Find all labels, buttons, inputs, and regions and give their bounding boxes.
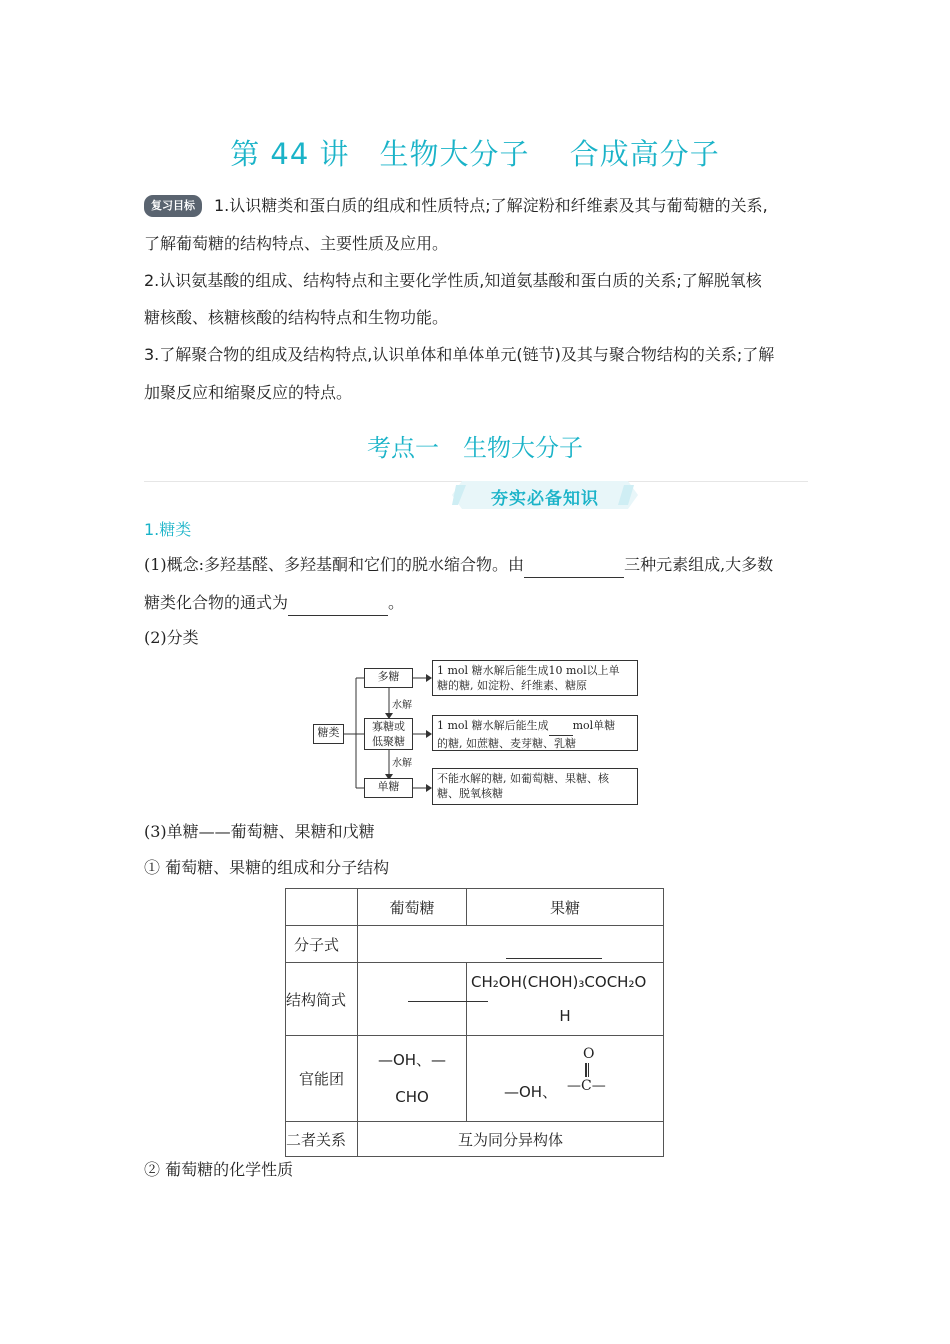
formula-answer-blank (506, 940, 602, 959)
table-row-structure (286, 963, 664, 1036)
formula-blank (288, 595, 388, 616)
polysaccharide-desc (432, 660, 638, 696)
oligosaccharide-box (364, 718, 413, 750)
oligo-label-1: 寡糖或 (372, 720, 405, 733)
table-row-relation (286, 1122, 664, 1157)
glucose-structure-blank (408, 983, 488, 1002)
header-glucose: 葡萄糖 (358, 889, 467, 926)
sugar-heading: 1.糖类 (144, 520, 192, 539)
subheading-1: ① 葡萄糖、果糖的组成和分子结构 (144, 858, 390, 877)
concept-line-2 (144, 593, 404, 616)
label-group: 官能团 (286, 1036, 358, 1122)
glucose-group-line-2: CHO (395, 1087, 429, 1106)
formula-cell (358, 926, 664, 963)
mono-desc-line-1: 不能水解的糖, 如葡萄糖、果糖、核 (437, 772, 609, 785)
sugar-classification-diagram (310, 656, 640, 808)
monosaccharide-box: 单糖 (364, 778, 413, 798)
sugar-root-box: 糖类 (313, 724, 344, 744)
carbonyl-double-bond (585, 1063, 587, 1077)
mol-count-blank (549, 720, 573, 736)
elements-blank (524, 557, 624, 578)
header-fructose: 果糖 (467, 889, 664, 926)
relation-cell: 互为同分异构体 (358, 1122, 664, 1157)
subheading-2: ② 葡萄糖的化学性质 (144, 1160, 294, 1179)
oligosaccharide-desc (432, 715, 638, 751)
glucose-group-cell (358, 1036, 467, 1122)
glucose-structure-cell (358, 963, 467, 1036)
concept-text-d: 。 (388, 593, 405, 612)
label-formula: 分子式 (286, 926, 358, 963)
objective-line-4: 糖核酸、核糖核酸的结构特点和生物功能。 (144, 308, 449, 327)
poly-desc-line-2: 糖的糖, 如淀粉、纤维素、糖原 (437, 679, 587, 692)
oligo-desc-line-2: 的糖, 如蔗糖、麦芽糖、乳糖 (437, 737, 576, 750)
mono-desc-line-2: 糖、脱氧核糖 (437, 787, 503, 800)
fructose-structure-line-1: CH₂OH(CHOH)₃COCH₂O (471, 973, 647, 991)
objective-line-5: 3.了解聚合物的组成及结构特点,认识单体和单体单元(链节)及其与聚合物结构的关系;了解 (144, 345, 775, 364)
concept-text-b: 三种元素组成,大多数 (624, 555, 774, 574)
table-header-row (286, 889, 664, 926)
fructose-structure-cell (467, 963, 664, 1036)
objective-line-2: 了解葡萄糖的结构特点、主要性质及应用。 (144, 234, 449, 253)
banner-label: 夯实必备知识 (491, 489, 599, 509)
concept-line-1 (144, 555, 773, 578)
fructose-group-text: —OH、 (504, 1083, 558, 1101)
polysaccharide-box: 多糖 (364, 668, 413, 688)
concept-text-a: (1)概念:多羟基醛、多羟基酮和它们的脱水缩合物。由 (144, 555, 525, 574)
monosaccharide-heading: (3)单糖——葡萄糖、果糖和戊糖 (144, 822, 375, 841)
label-structure: 结构简式 (286, 963, 358, 1036)
fructose-structure-line-2: H (559, 1007, 571, 1025)
oligo-desc-text-b: mol单糖 (572, 719, 616, 732)
glucose-fructose-table (285, 888, 664, 1157)
table-row-group (286, 1036, 664, 1122)
oligo-label-2: 低聚糖 (372, 735, 405, 748)
objective-line-3: 2.认识氨基酸的组成、结构特点和主要化学性质,知道氨基酸和蛋白质的关系;了解脱氧核 (144, 271, 762, 290)
classify-heading: (2)分类 (144, 628, 199, 647)
section-title: 考点一 生物大分子 (367, 434, 583, 462)
hydrolysis-label-1: 水解 (392, 700, 412, 711)
carbonyl-bond-2 (588, 1063, 589, 1077)
objective-line-1 (144, 195, 768, 217)
oligo-desc-line-1 (437, 718, 633, 736)
oligo-desc-text-a: 1 mol 糖水解后能生成 (437, 719, 549, 732)
glucose-group-line-1: —OH、— (377, 1050, 447, 1069)
objective-text-1: 1.认识糖类和蛋白质的组成和性质特点;了解淀粉和纤维素及其与葡萄糖的关系, (214, 196, 768, 215)
poly-desc-line-1: 1 mol 糖水解后能生成10 mol以上单 (437, 664, 620, 677)
concept-text-c: 糖类化合物的通式为 (144, 593, 289, 612)
carbonyl-oxygen: O (583, 1046, 595, 1062)
hydrolysis-label-2: 水解 (392, 758, 412, 769)
objective-line-6: 加聚反应和缩聚反应的特点。 (144, 383, 353, 402)
table-row-formula (286, 926, 664, 963)
fructose-group-cell (467, 1036, 664, 1122)
page-title: 第 44 讲 生物大分子 合成高分子 (230, 137, 720, 171)
label-relation: 二者关系 (286, 1122, 358, 1157)
carbonyl-carbon: —C— (567, 1078, 606, 1094)
review-goal-badge: 复习目标 (144, 195, 202, 217)
header-empty (286, 889, 358, 926)
monosaccharide-desc (432, 768, 638, 805)
